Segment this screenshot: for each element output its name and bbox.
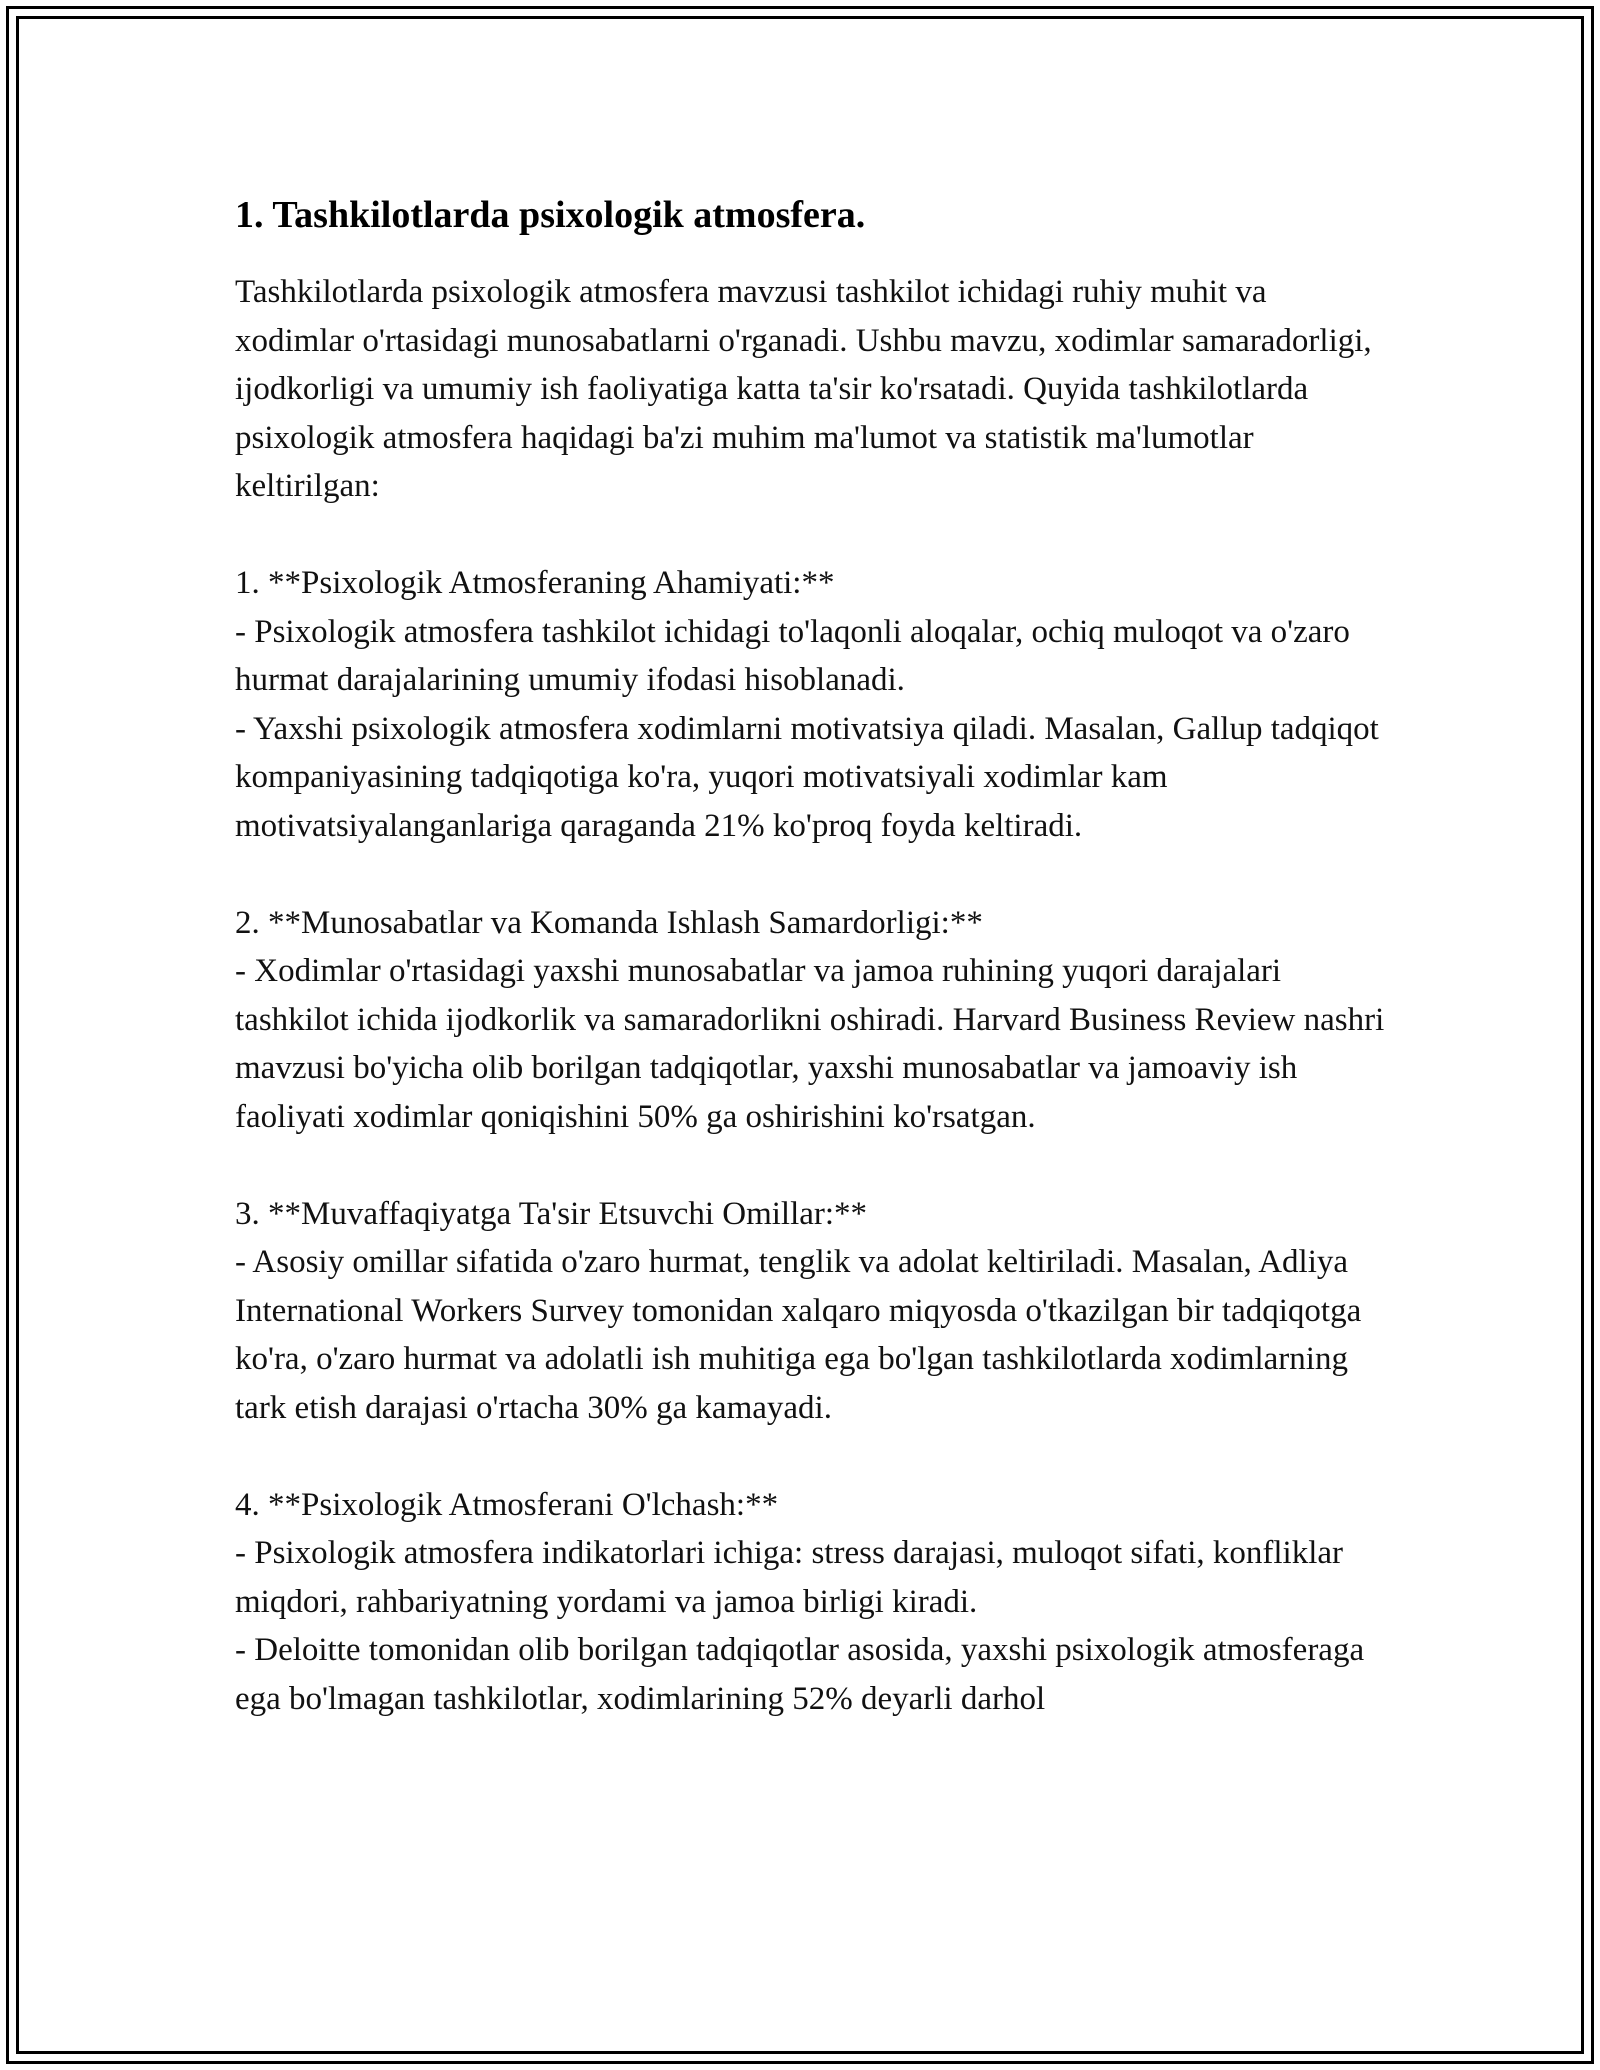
section-success-factors bbox=[235, 1190, 1385, 1433]
section-point: - Deloitte tomonidan olib borilgan tadqiqotlar asosida, yaxshi psixologik atmosferaga ega bo'lmagan tashkilotlar, xodimlarining 52% deyarli darhol bbox=[235, 1632, 1365, 1717]
section-title: 1. **Psixologik Atmosferaning Ahamiyati:** bbox=[235, 565, 835, 601]
section-point: - Psixologik atmosfera indikatorlari ichiga: stress darajasi, muloqot sifati, konfliklar miqdori, rahbariyatning yordami va jamoa birligi kiradi. bbox=[235, 1535, 1344, 1620]
section-importance bbox=[235, 559, 1385, 850]
section-title: 2. **Munosabatlar va Komanda Ishlash Samardorligi:** bbox=[235, 904, 983, 941]
paragraph-gap bbox=[235, 511, 1385, 560]
section-title: 3. **Muvaffaqiyatga Ta'sir Etsuvchi Omillar:** bbox=[235, 1195, 868, 1232]
section-point: - Psixologik atmosfera tashkilot ichidagi to'laqonli aloqalar, ochiq muloqot va o'zaro hurmat darajalarining umumiy ifodasi hisoblanadi. bbox=[235, 613, 1350, 698]
section-point: - Asosiy omillar sifatida o'zaro hurmat, tenglik va adolat keltiriladi. Masalan, Adliya International Workers Survey tomonidan xalqaro miqyosda o'tkazilgan bir tadqiqotga ko'ra, o'zaro hurmat va adolatli ish muhitiga ega bo'lgan tashkilotlarda xodimlarning tark etish darajasi o'rtacha 30% ga kamayadi. bbox=[235, 1244, 1362, 1426]
paragraph-gap bbox=[235, 850, 1385, 899]
section-title: 4. **Psixologik Atmosferani O'lchash:** bbox=[235, 1486, 779, 1523]
intro-paragraph: Tashkilotlarda psixologik atmosfera mavzusi tashkilot ichidagi ruhiy muhit va xodimlar o'rtasidagi munosabatlarni o'rganadi. Ushbu mavzu, xodimlar samaradorligi, ijodkorligi va umumiy ish faoliyatiga katta ta'sir ko'rsatadi. Quyida tashkilotlarda psixologik atmosfera haqidagi ba'zi muhim ma'lumot va statistik ma'lumotlar keltirilgan: bbox=[235, 274, 1372, 504]
section-relationships bbox=[235, 899, 1385, 1142]
paragraph-gap bbox=[235, 1141, 1385, 1190]
paragraph-gap bbox=[235, 1432, 1385, 1481]
document-heading: 1. Tashkilotlarda psixologik atmosfera. bbox=[235, 194, 866, 236]
section-point: - Xodimlar o'rtasidagi yaxshi munosabatlar va jamoa ruhining yuqori darajalari tashkilot ichida ijodkorlik va samaradorlikni oshiradi. Harvard Business Review nashri mavzusi bo'yicha olib borilgan tadqiqotlar, yaxshi munosabatlar va jamoaviy ish faoliyati xodimlar qoniqishini 50% ga oshirishini ko'rsatgan. bbox=[235, 953, 1385, 1135]
document-body bbox=[235, 190, 1385, 1723]
section-measurement bbox=[235, 1481, 1385, 1724]
section-point: - Yaxshi psixologik atmosfera xodimlarni motivatsiya qiladi. Masalan, Gallup tadqiqot kompaniyasining tadqiqotiga ko'ra, yuqori motivatsiyali xodimlar kam motivatsiyalanganlariga qaraganda 21% ko'proq foyda keltiradi. bbox=[235, 710, 1379, 844]
